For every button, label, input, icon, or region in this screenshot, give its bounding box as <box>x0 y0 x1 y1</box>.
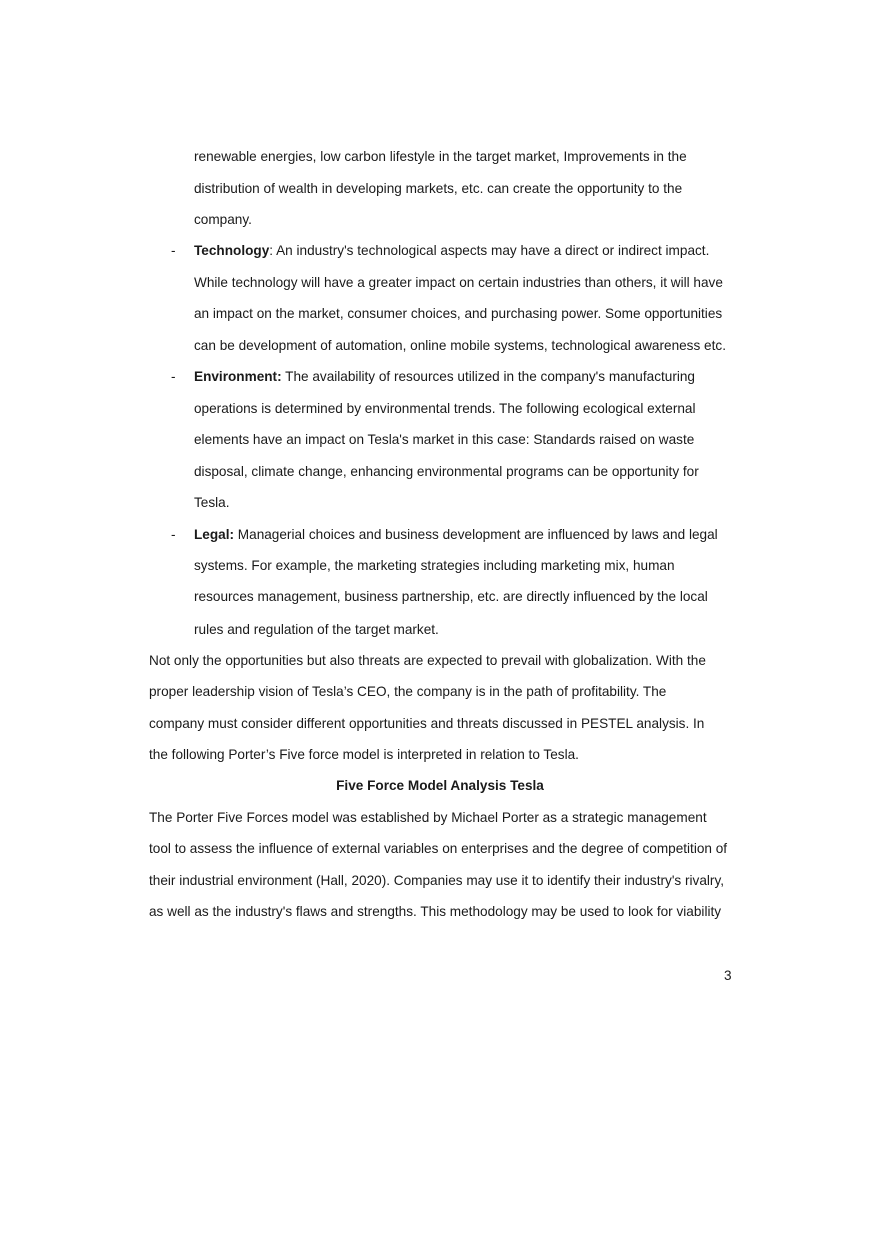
text-line: renewable energies, low carbon lifestyle in the target market, Improvements in the <box>194 149 687 164</box>
text-line: proper leadership vision of Tesla’s CEO, the company is in the path of profitability. The <box>149 684 667 699</box>
text-line: their industrial environment (Hall, 2020). Companies may use it to identify their industry's rivalry, <box>149 873 725 888</box>
text-line: operations is determined by environmental trends. The following ecological external <box>194 401 696 416</box>
bullet-first-line-rest: Managerial choices and business development are influenced by laws and legal <box>234 527 718 542</box>
bullet-term: Legal: <box>194 527 235 542</box>
text-line: distribution of wealth in developing markets, etc. can create the opportunity to the <box>194 181 683 196</box>
section-heading: Five Force Model Analysis Tesla <box>336 778 544 793</box>
bullet-term: Environment: <box>194 369 282 384</box>
text-line: Not only the opportunities but also threats are expected to prevail with globalization. With the <box>149 653 706 668</box>
bullet-dash: - <box>171 369 176 384</box>
text-line: resources management, business partnership, etc. are directly influenced by the local <box>194 589 708 604</box>
text-line: elements have an impact on Tesla's market in this case: Standards raised on waste <box>194 432 695 447</box>
text-line: company. <box>194 212 252 227</box>
text-line: systems. For example, the marketing strategies including marketing mix, human <box>194 558 675 573</box>
bullet-first-line <box>194 526 718 544</box>
text-line: The Porter Five Forces model was established by Michael Porter as a strategic management <box>149 810 707 825</box>
text-line: disposal, climate change, enhancing environmental programs can be opportunity for <box>194 464 699 479</box>
bullet-dash: - <box>171 243 176 258</box>
bullet-dash: - <box>171 527 176 542</box>
text-line: can be development of automation, online mobile systems, technological awareness etc. <box>194 338 726 353</box>
text-line: Tesla. <box>194 495 230 510</box>
bullet-first-line-rest: : An industry's technological aspects may have a direct or indirect impact. <box>269 243 710 258</box>
text-line: the following Porter’s Five force model is interpreted in relation to Tesla. <box>149 747 579 762</box>
bullet-first-line <box>194 368 695 386</box>
text-line: While technology will have a greater impact on certain industries than others, it will have <box>194 275 723 290</box>
bullet-first-line-rest: The availability of resources utilized in the company's manufacturing <box>281 369 695 384</box>
page-number: 3 <box>724 968 732 983</box>
bullet-first-line <box>194 242 709 260</box>
text-line: company must consider different opportunities and threats discussed in PESTEL analysis. In <box>149 716 705 731</box>
text-line: as well as the industry's flaws and strengths. This methodology may be used to look for viability <box>149 904 722 919</box>
bullet-term: Technology <box>194 243 270 258</box>
text-line: an impact on the market, consumer choices, and purchasing power. Some opportunities <box>194 306 723 321</box>
text-line: rules and regulation of the target market. <box>194 622 439 637</box>
text-line: tool to assess the influence of external variables on enterprises and the degree of competition of <box>149 841 728 856</box>
